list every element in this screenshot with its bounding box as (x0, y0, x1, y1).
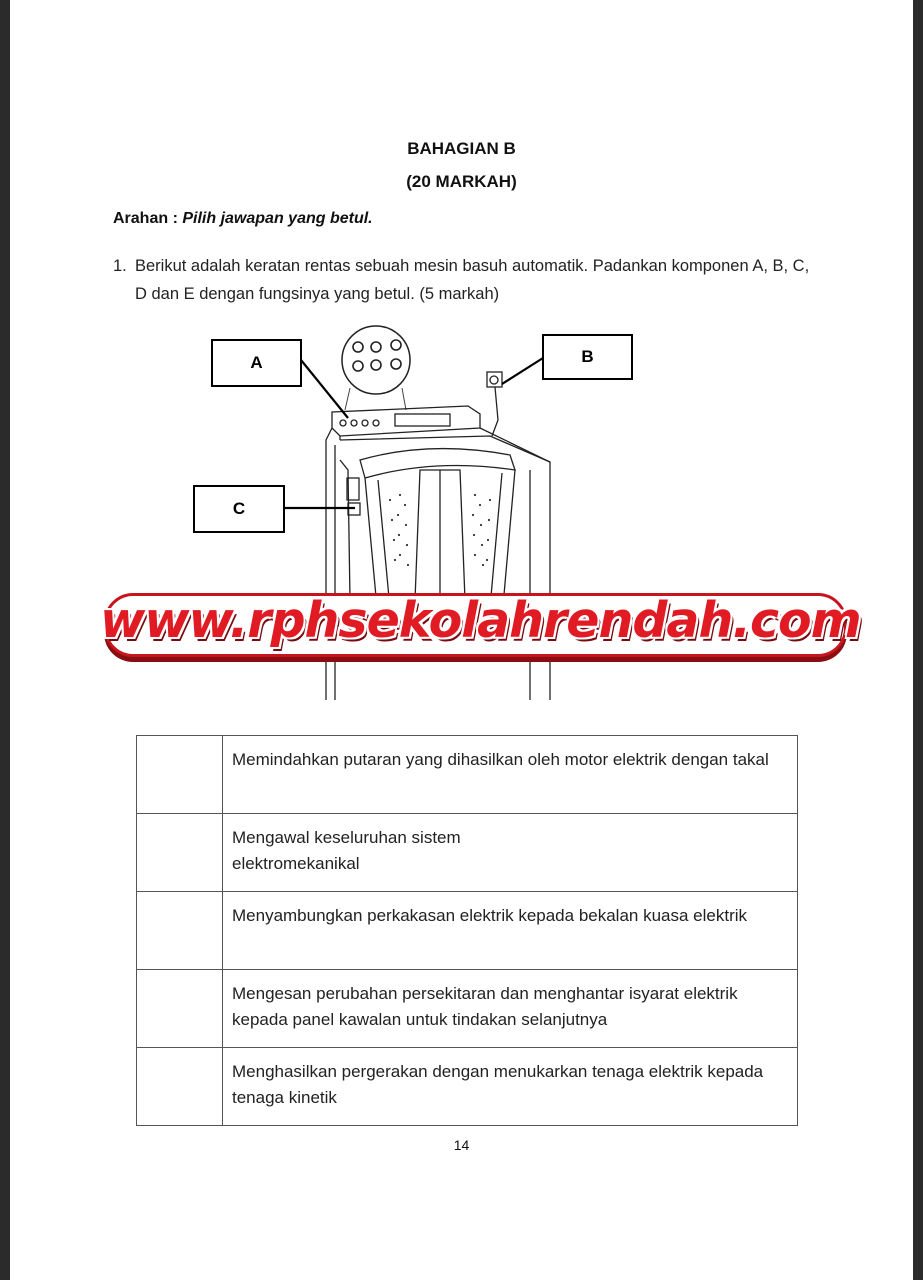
answer-cell[interactable] (137, 892, 223, 970)
section-marks: (20 MARKAH) (406, 172, 517, 191)
watermark-banner (100, 583, 861, 663)
table-row (137, 892, 798, 970)
document-page (10, 0, 913, 1280)
matching-table (136, 735, 798, 1126)
instruction-text: Pilih jawapan yang betul. (182, 210, 373, 227)
description-cell: Memindahkan putaran yang dihasilkan oleh motor elektrik dengan takal (223, 736, 798, 814)
description-cell: Menghasilkan pergerakan dengan menukarkan tenaga elektrik kepada tenaga kinetik (223, 1048, 798, 1126)
page-number: 14 (453, 1137, 470, 1153)
section-title: BAHAGIAN B (407, 139, 516, 158)
instruction-separator: : (172, 210, 178, 227)
description-text: Mengawal keseluruhan sistem elektromekanikal (232, 828, 461, 873)
label-b: B (542, 334, 633, 380)
answer-cell[interactable] (137, 736, 223, 814)
table-row (137, 814, 798, 892)
table-row (137, 736, 798, 814)
label-c: C (193, 485, 285, 533)
question-number: 1. (113, 257, 127, 275)
instruction-label: Arahan (113, 210, 169, 227)
answer-cell[interactable] (137, 1048, 223, 1126)
question-text: Berikut adalah keratan rentas sebuah mesin basuh automatik. Padankan komponen A, B, C, D dan E dengan fungsinya yang betul. (5 markah) (135, 257, 810, 303)
table-row (137, 970, 798, 1048)
answer-cell[interactable] (137, 814, 223, 892)
label-a: A (211, 339, 302, 387)
description-cell: Mengesan perubahan persekitaran dan menghantar isyarat elektrik kepada panel kawalan untuk tindakan selanjutnya (223, 970, 798, 1048)
table-row (137, 1048, 798, 1126)
watermark-text: www.rphsekolahrendah.com (100, 592, 861, 649)
description-cell (223, 814, 798, 892)
answer-cell[interactable] (137, 970, 223, 1048)
description-cell: Menyambungkan perkakasan elektrik kepada bekalan kuasa elektrik (223, 892, 798, 970)
